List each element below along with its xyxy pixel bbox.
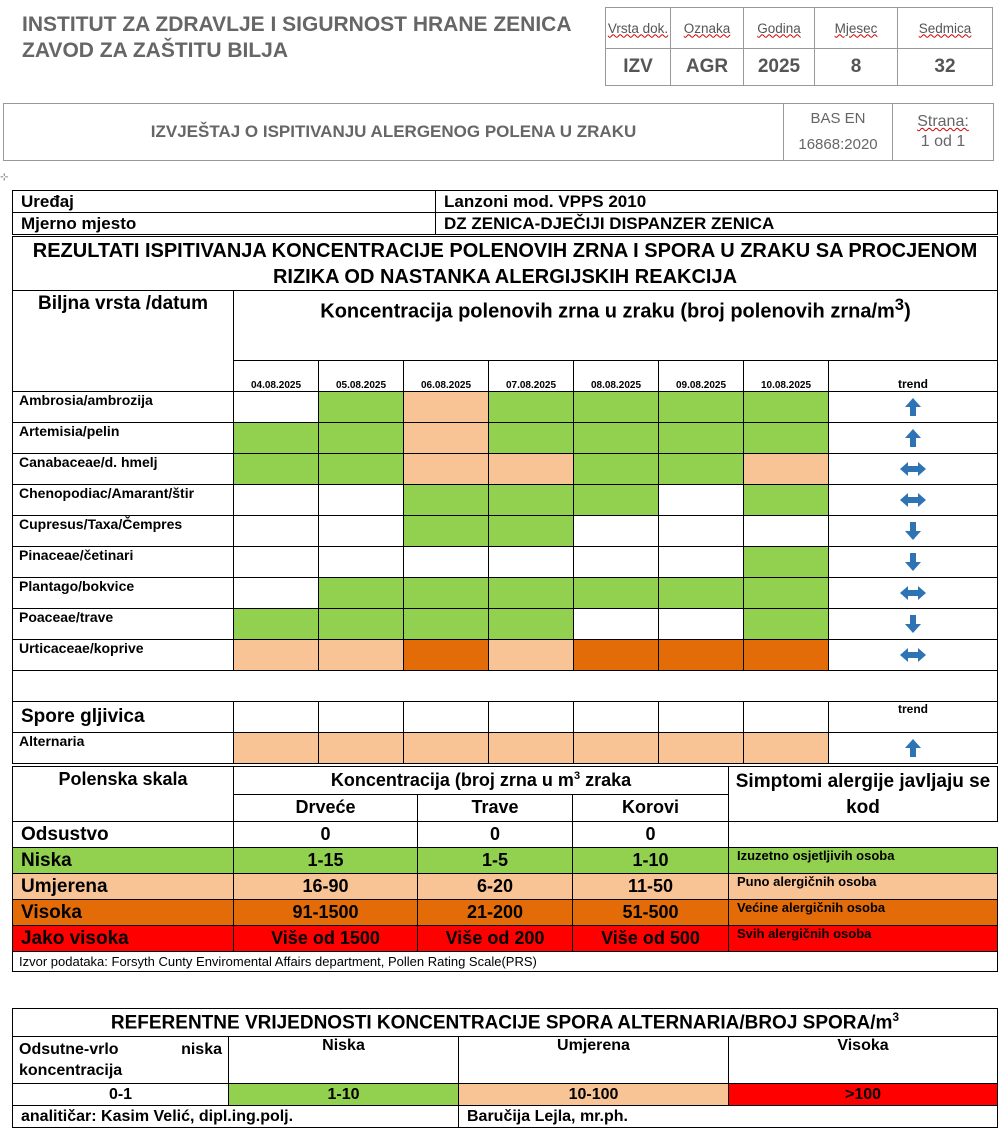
device-table bbox=[12, 190, 998, 235]
level-cell-low bbox=[489, 578, 574, 609]
pollen-name: Artemisia/pelin bbox=[13, 423, 234, 454]
trend-cell bbox=[829, 609, 998, 640]
date-header: 09.08.2025 bbox=[659, 361, 744, 392]
level-cell-none bbox=[659, 516, 744, 547]
spore-header-cell bbox=[744, 702, 829, 733]
scale-value: 16-90 bbox=[234, 874, 418, 900]
level-cell-low bbox=[574, 485, 659, 516]
level-cell-none bbox=[319, 547, 404, 578]
pollen-rows bbox=[13, 392, 998, 671]
level-cell-high bbox=[404, 640, 489, 671]
spore-header-cell bbox=[319, 702, 404, 733]
level-cell-low bbox=[404, 485, 489, 516]
pollen-row bbox=[13, 454, 998, 485]
scale-conc-text: Koncentracija (broj zrna u m bbox=[330, 769, 574, 790]
scale-row bbox=[13, 822, 998, 848]
scale-rows bbox=[13, 822, 998, 952]
trend-cell bbox=[829, 516, 998, 547]
reference-table bbox=[12, 1008, 998, 1128]
arrow-down-icon bbox=[899, 553, 927, 570]
analyst-2: Baručija Lejla, mr.ph. bbox=[459, 1106, 998, 1128]
scale-value: 0 bbox=[234, 822, 418, 848]
arrow-up-icon bbox=[899, 739, 927, 756]
trend-header: trend bbox=[829, 361, 998, 392]
level-cell-none bbox=[574, 516, 659, 547]
trend-cell bbox=[829, 640, 998, 671]
level-cell-low bbox=[404, 609, 489, 640]
pollen-row bbox=[13, 640, 998, 671]
scale-conc-sup: 3 bbox=[573, 769, 581, 782]
level-cell-none bbox=[234, 547, 319, 578]
scale-level: Odsustvo bbox=[13, 822, 234, 848]
spore-header-cell bbox=[404, 702, 489, 733]
pollen-name: Pinaceae/četinari bbox=[13, 547, 234, 578]
trend-cell bbox=[829, 454, 998, 485]
level-cell-low bbox=[659, 454, 744, 485]
level-cell-moderate bbox=[319, 733, 404, 764]
concentration-header-close: ) bbox=[904, 300, 911, 323]
spore-header-cell bbox=[489, 702, 574, 733]
report-standard bbox=[784, 104, 893, 161]
level-cell-moderate bbox=[404, 423, 489, 454]
meta-value-year: 2025 bbox=[744, 49, 815, 86]
trend-cell bbox=[829, 423, 998, 454]
scale-value: Više od 500 bbox=[573, 926, 729, 952]
level-cell-none bbox=[489, 547, 574, 578]
level-cell-low bbox=[319, 609, 404, 640]
pollen-name: Chenopodiac/Amarant/štir bbox=[13, 485, 234, 516]
level-cell-moderate bbox=[404, 454, 489, 485]
page-value: 1 od 1 bbox=[920, 133, 966, 150]
pollen-scale-table bbox=[12, 766, 998, 972]
scale-col-grasses: Trave bbox=[418, 794, 573, 822]
level-cell-moderate bbox=[234, 733, 319, 764]
scale-col-weeds: Korovi bbox=[573, 794, 729, 822]
pollen-name: Plantago/bokvice bbox=[13, 578, 234, 609]
level-cell-low bbox=[744, 578, 829, 609]
arrow-left-right-icon bbox=[899, 584, 927, 601]
level-cell-low bbox=[319, 423, 404, 454]
spacer-row bbox=[13, 671, 998, 702]
level-cell-low bbox=[489, 516, 574, 547]
meta-value-week: 32 bbox=[898, 49, 993, 86]
pollen-name: Cupresus/Taxa/Čempres bbox=[13, 516, 234, 547]
date-header: 04.08.2025 bbox=[234, 361, 319, 392]
spore-header-cell bbox=[234, 702, 319, 733]
level-cell-moderate bbox=[744, 733, 829, 764]
ref-value-moderate: 10-100 bbox=[459, 1084, 729, 1106]
spore-header: Spore gljivica bbox=[13, 702, 234, 733]
meta-label-month: Mjesec bbox=[815, 8, 898, 49]
arrow-left-right-icon bbox=[899, 491, 927, 508]
spore-trend-header: trend bbox=[829, 702, 998, 733]
ref-value-low: 1-10 bbox=[229, 1084, 459, 1106]
reference-title-sup: 3 bbox=[892, 1010, 900, 1025]
scale-value: 0 bbox=[418, 822, 573, 848]
level-cell-low bbox=[574, 392, 659, 423]
ref-value-high: >100 bbox=[729, 1084, 998, 1106]
spore-rows bbox=[13, 733, 998, 764]
level-cell-none bbox=[234, 578, 319, 609]
scale-symptom: Izuzetno osjetljivih osoba bbox=[729, 848, 998, 874]
date-header: 05.08.2025 bbox=[319, 361, 404, 392]
level-cell-none bbox=[574, 547, 659, 578]
institute-name: INSTITUT ZA ZDRAVLJE I SIGURNOST HRANE ZENICA bbox=[22, 13, 572, 36]
pollen-name: Poaceae/trave bbox=[13, 609, 234, 640]
scale-level: Visoka bbox=[13, 900, 234, 926]
scale-value: 6-20 bbox=[418, 874, 573, 900]
level-cell-low bbox=[744, 392, 829, 423]
scale-row bbox=[13, 900, 998, 926]
scale-value: 21-200 bbox=[418, 900, 573, 926]
ref-value-absent: 0-1 bbox=[13, 1084, 229, 1106]
arrow-up-icon bbox=[899, 429, 927, 446]
level-cell-low bbox=[659, 392, 744, 423]
arrow-left-right-icon bbox=[899, 646, 927, 663]
scale-level: Niska bbox=[13, 848, 234, 874]
level-cell-low bbox=[574, 578, 659, 609]
scale-symptom: Većine alergičnih osoba bbox=[729, 900, 998, 926]
date-header: 06.08.2025 bbox=[404, 361, 489, 392]
level-cell-none bbox=[234, 485, 319, 516]
scale-level: Jako visoka bbox=[13, 926, 234, 952]
level-cell-none bbox=[319, 516, 404, 547]
trend-cell bbox=[829, 547, 998, 578]
scale-symptom: Svih alergičnih osoba bbox=[729, 926, 998, 952]
level-cell-none bbox=[659, 485, 744, 516]
date-header: 10.08.2025 bbox=[744, 361, 829, 392]
pollen-row bbox=[13, 516, 998, 547]
level-cell-low bbox=[744, 485, 829, 516]
spore-header-cell bbox=[659, 702, 744, 733]
results-title: REZULTATI ISPITIVANJA KONCENTRACIJE POLENOVIH ZRNA I SPORA U ZRAKU SA PROCJENOM RIZIKA OD NASTANKA ALERGIJSKIH REAKCIJA bbox=[13, 237, 998, 291]
level-cell-low bbox=[659, 578, 744, 609]
meta-label-code: Oznaka bbox=[671, 8, 744, 49]
report-title: IZVJEŠTAJ O ISPITIVANJU ALERGENOG POLENA U ZRAKU bbox=[4, 104, 784, 161]
level-cell-moderate bbox=[574, 733, 659, 764]
level-cell-low bbox=[319, 578, 404, 609]
level-cell-moderate bbox=[319, 640, 404, 671]
pollen-row bbox=[13, 423, 998, 454]
meta-label-year: Godina bbox=[744, 8, 815, 49]
level-cell-low bbox=[319, 454, 404, 485]
level-cell-low bbox=[319, 392, 404, 423]
pollen-row bbox=[13, 392, 998, 423]
level-cell-high bbox=[659, 640, 744, 671]
spore-header-cell bbox=[574, 702, 659, 733]
scale-conc-title bbox=[234, 767, 729, 795]
scale-value: 51-500 bbox=[573, 900, 729, 926]
scale-row bbox=[13, 926, 998, 952]
level-cell-low bbox=[489, 609, 574, 640]
pollen-row bbox=[13, 485, 998, 516]
pollen-name: Ambrosia/ambrozija bbox=[13, 392, 234, 423]
pollen-name: Canabaceae/d. hmelj bbox=[13, 454, 234, 485]
device-label: Uređaj bbox=[13, 191, 436, 213]
institute-header bbox=[22, 12, 592, 64]
concentration-header bbox=[234, 291, 998, 361]
standard-line1: BAS EN bbox=[810, 110, 866, 127]
spore-name: Alternaria bbox=[13, 733, 234, 764]
level-cell-moderate bbox=[659, 733, 744, 764]
meta-value-code: AGR bbox=[671, 49, 744, 86]
date-header: 08.08.2025 bbox=[574, 361, 659, 392]
level-cell-low bbox=[234, 454, 319, 485]
standard-line2: 16868:2020 bbox=[798, 136, 878, 153]
level-cell-low bbox=[234, 609, 319, 640]
scale-value: 1-15 bbox=[234, 848, 418, 874]
ref-header-low: Niska bbox=[229, 1037, 459, 1084]
meta-value-type: IZV bbox=[606, 49, 671, 86]
trend-cell bbox=[829, 733, 998, 764]
scale-value: 0 bbox=[573, 822, 729, 848]
scale-source: Izvor podataka: Forsyth Cunty Enviromental Affairs department, Pollen Rating Scale(PRS) bbox=[13, 952, 998, 972]
pollen-row bbox=[13, 547, 998, 578]
scale-value: 11-50 bbox=[573, 874, 729, 900]
level-cell-none bbox=[659, 547, 744, 578]
level-cell-moderate bbox=[489, 733, 574, 764]
scale-title: Polenska skala bbox=[13, 767, 234, 822]
page-label: Strana: bbox=[917, 113, 969, 130]
level-cell-low bbox=[574, 454, 659, 485]
level-cell-low bbox=[659, 423, 744, 454]
scale-row bbox=[13, 848, 998, 874]
level-cell-low bbox=[489, 423, 574, 454]
meta-label-type: Vrsta dok. bbox=[606, 8, 671, 49]
pollen-row bbox=[13, 609, 998, 640]
date-header: 07.08.2025 bbox=[489, 361, 574, 392]
level-cell-low bbox=[744, 423, 829, 454]
concentration-header-sup: 3 bbox=[894, 295, 905, 314]
level-cell-none bbox=[234, 392, 319, 423]
level-cell-low bbox=[744, 609, 829, 640]
scale-value: Više od 200 bbox=[418, 926, 573, 952]
meta-value-month: 8 bbox=[815, 49, 898, 86]
level-cell-moderate bbox=[489, 640, 574, 671]
scale-row bbox=[13, 874, 998, 900]
location-value: DZ ZENICA-DJEČIJI DISPANZER ZENICA bbox=[436, 213, 998, 235]
level-cell-low bbox=[404, 516, 489, 547]
arrow-left-right-icon bbox=[899, 460, 927, 477]
level-cell-low bbox=[404, 578, 489, 609]
scale-value: Više od 1500 bbox=[234, 926, 418, 952]
meta-label-week: Sedmica bbox=[898, 8, 993, 49]
reference-title bbox=[13, 1009, 998, 1037]
scale-level: Umjerena bbox=[13, 874, 234, 900]
level-cell-none bbox=[234, 516, 319, 547]
level-cell-low bbox=[489, 392, 574, 423]
level-cell-high bbox=[744, 640, 829, 671]
trend-cell bbox=[829, 392, 998, 423]
table-move-handle-icon[interactable]: ⊹ bbox=[0, 172, 9, 183]
concentration-header-text: Koncentracija polenovih zrna u zraku (broj polenovih zrna/m bbox=[320, 300, 895, 323]
report-title-bar bbox=[3, 103, 994, 161]
level-cell-low bbox=[574, 423, 659, 454]
spore-row bbox=[13, 733, 998, 764]
level-cell-low bbox=[744, 547, 829, 578]
ref-header-moderate: Umjerena bbox=[459, 1037, 729, 1084]
arrow-down-icon bbox=[899, 522, 927, 539]
ref-header-high: Visoka bbox=[729, 1037, 998, 1084]
level-cell-high bbox=[574, 640, 659, 671]
symptom-title: Simptomi alergije javljaju se kod bbox=[729, 767, 998, 822]
level-cell-none bbox=[574, 609, 659, 640]
document-meta-table bbox=[605, 7, 993, 86]
scale-col-trees: Drveće bbox=[234, 794, 418, 822]
level-cell-none bbox=[659, 609, 744, 640]
scale-value: 1-10 bbox=[573, 848, 729, 874]
level-cell-low bbox=[489, 485, 574, 516]
level-cell-moderate bbox=[404, 733, 489, 764]
scale-value: 1-5 bbox=[418, 848, 573, 874]
reference-title-text: REFERENTNE VRIJEDNOSTI KONCENTRACIJE SPORA ALTERNARIA/BROJ SPORA/m bbox=[110, 1012, 893, 1034]
level-cell-none bbox=[404, 547, 489, 578]
scale-conc-tail: zraka bbox=[580, 769, 632, 790]
species-header: Biljna vrsta /datum bbox=[13, 291, 234, 392]
department-name: ZAVOD ZA ZAŠTITU BILJA bbox=[22, 39, 288, 62]
arrow-down-icon bbox=[899, 615, 927, 632]
level-cell-moderate bbox=[744, 454, 829, 485]
level-cell-none bbox=[744, 516, 829, 547]
pollen-row bbox=[13, 578, 998, 609]
report-page bbox=[893, 104, 994, 161]
scale-symptom: Puno alergičnih osoba bbox=[729, 874, 998, 900]
level-cell-moderate bbox=[234, 640, 319, 671]
level-cell-low bbox=[234, 423, 319, 454]
level-cell-moderate bbox=[489, 454, 574, 485]
trend-cell bbox=[829, 485, 998, 516]
level-cell-moderate bbox=[404, 392, 489, 423]
ref-header-absent: Odsutne-vrlo niska koncentracija bbox=[13, 1037, 229, 1084]
arrow-up-icon bbox=[899, 398, 927, 415]
analyst-1: analitičar: Kasim Velić, dipl.ing.polj. bbox=[13, 1106, 459, 1128]
scale-value: 91-1500 bbox=[234, 900, 418, 926]
pollen-name: Urticaceae/koprive bbox=[13, 640, 234, 671]
results-table bbox=[12, 236, 998, 764]
device-value: Lanzoni mod. VPPS 2010 bbox=[436, 191, 998, 213]
level-cell-none bbox=[319, 485, 404, 516]
location-label: Mjerno mjesto bbox=[13, 213, 436, 235]
trend-cell bbox=[829, 578, 998, 609]
